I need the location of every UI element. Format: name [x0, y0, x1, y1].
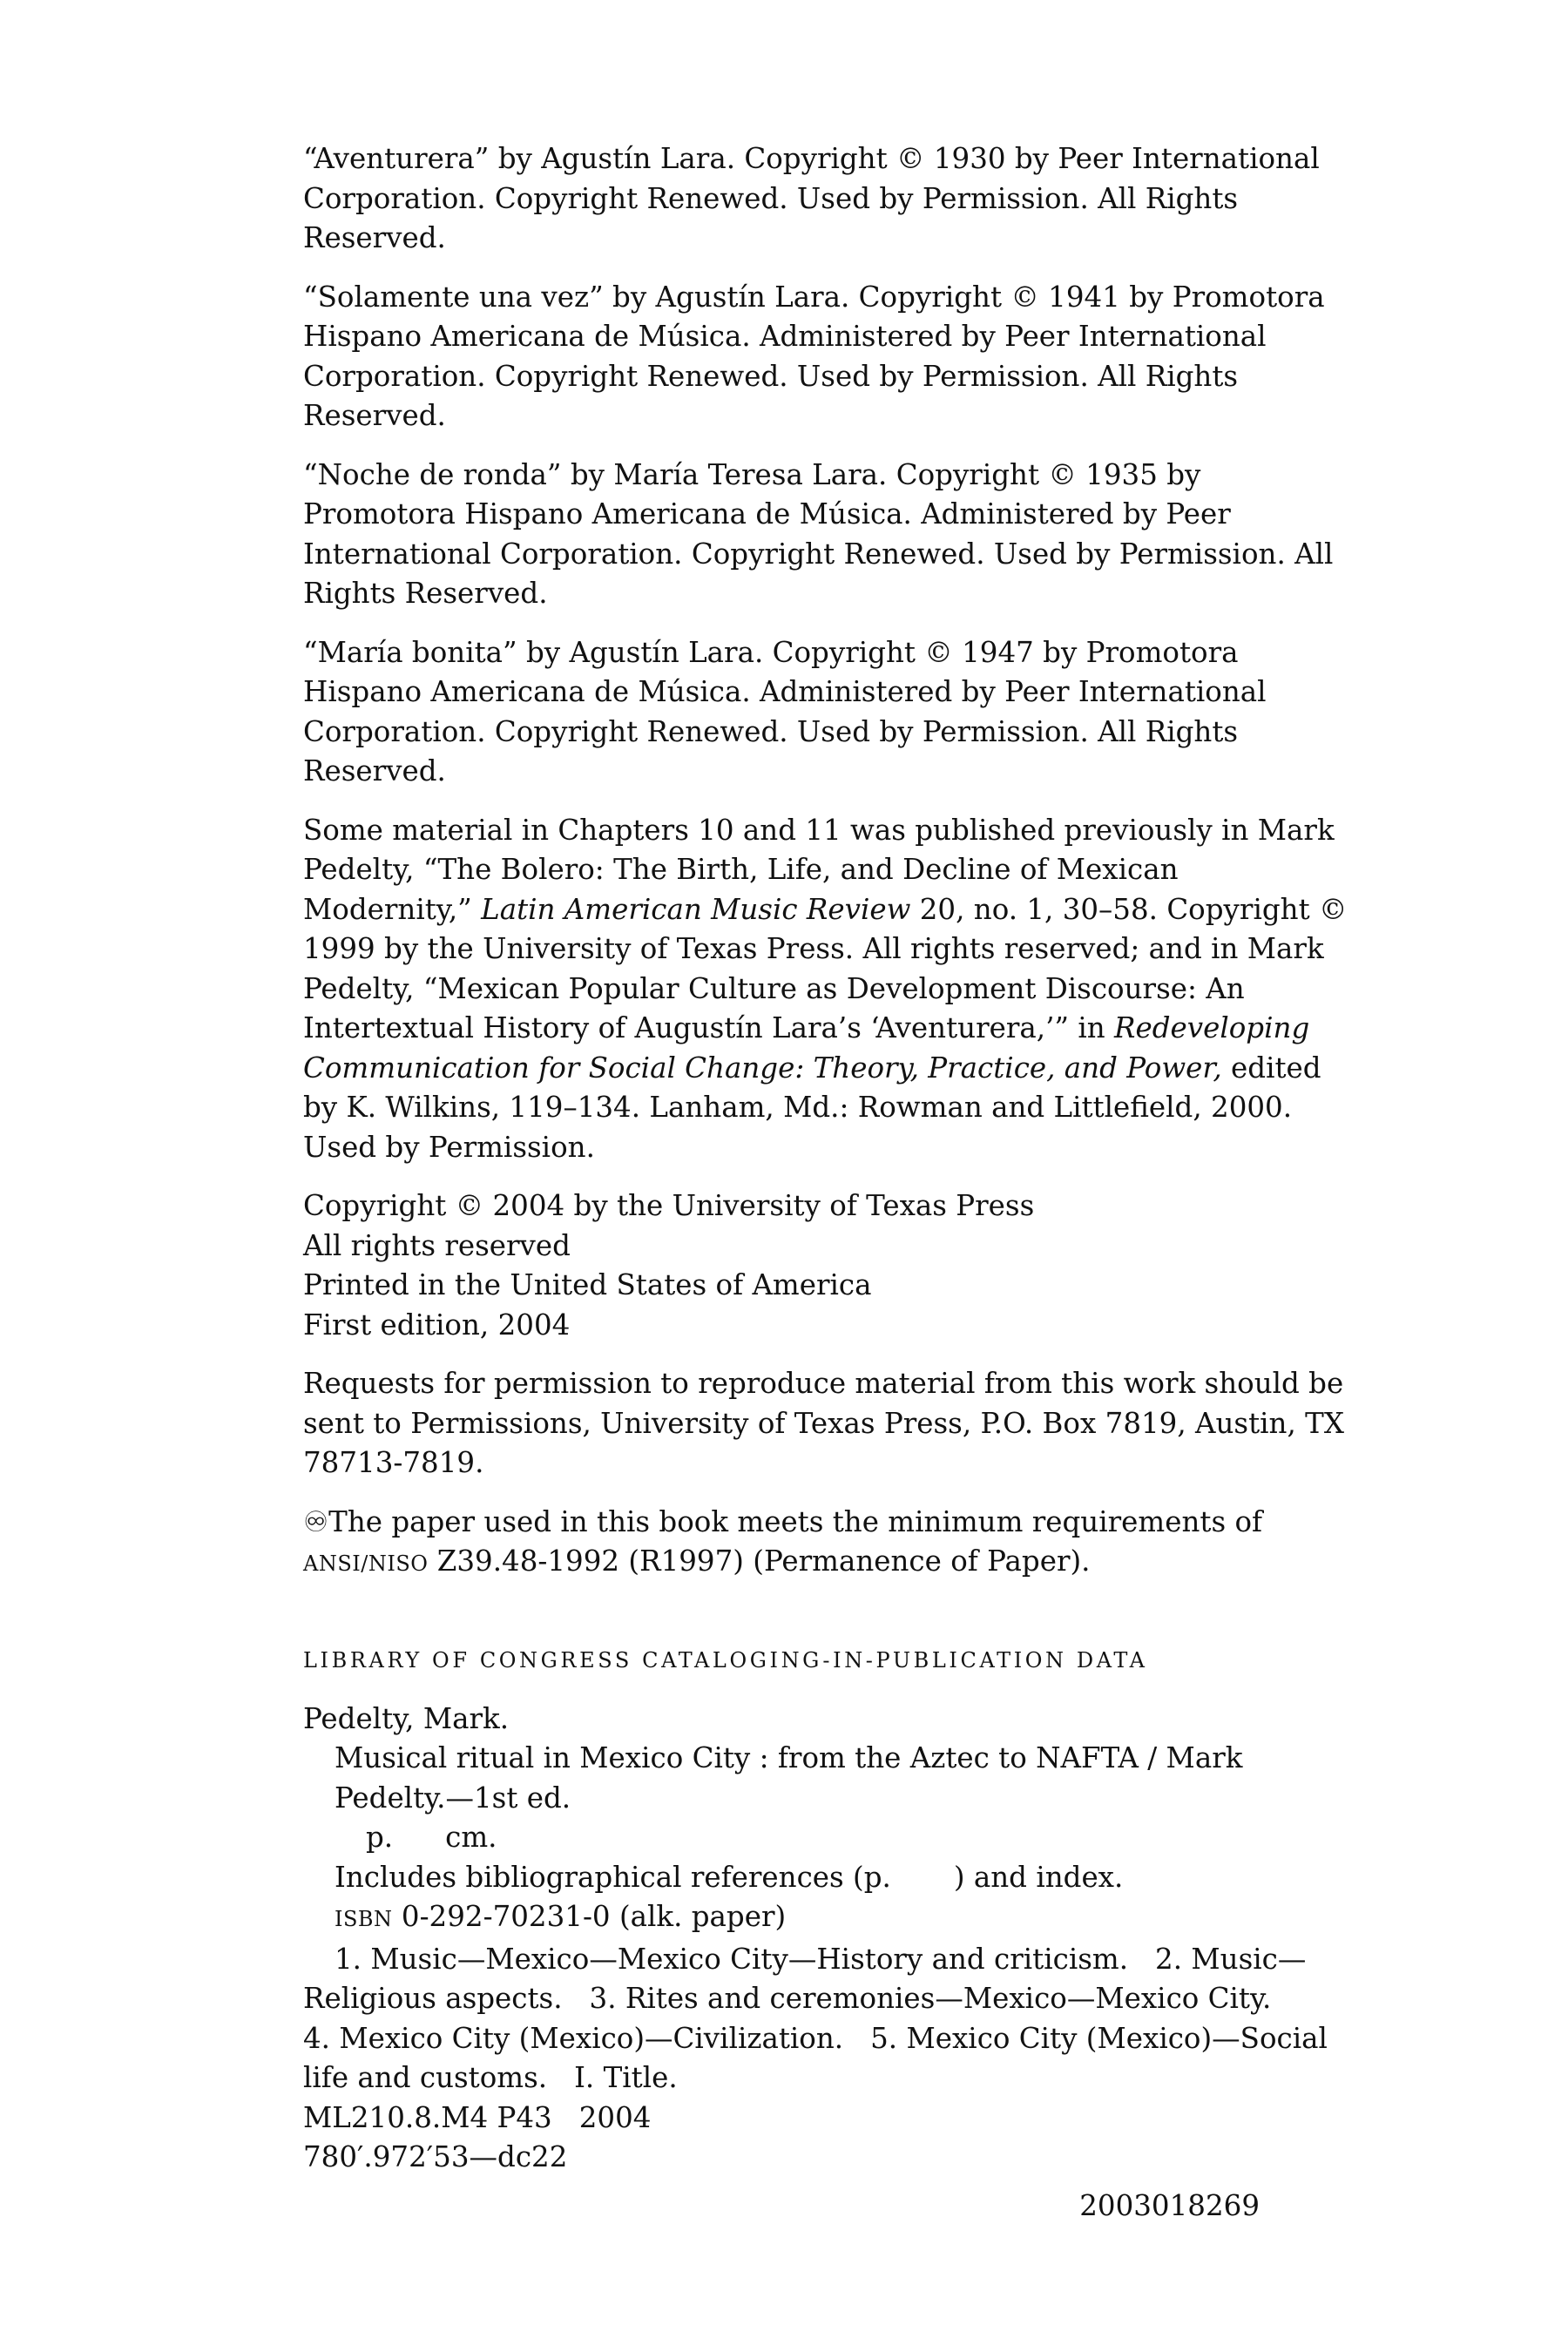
- permission-solamente-una-vez: “Solamente una vez” by Agustín Lara. Copyright © 1941 by Promotora Hispano Americana de Música. Administered by Peer International Corporation. Copyright Renewed. Used by Permission. All Rights Reserved.: [303, 280, 1325, 432]
- isbn-label: ISBN: [335, 1907, 393, 1931]
- cip-title: Musical ritual in Mexico City : from the Aztec to NAFTA / Mark Pedelty.—1st ed.: [335, 1741, 1243, 1815]
- cip-lc-class: ML210.8.M4 P43 2004: [303, 2100, 652, 2134]
- permission-maria-bonita: “María bonita” by Agustín Lara. Copyright © 1947 by Promotora Hispano Americana de Música. Administered by Peer International Corporation. Copyright Renewed. Used by Permission. All Rights Reserved.: [303, 635, 1267, 787]
- rights-line: All rights reserved: [303, 1228, 571, 1262]
- book-title: Redeveloping Communication for Social Change: Theory, Practice, and Power,: [303, 1011, 1310, 1085]
- cip-data: [303, 1700, 1348, 2227]
- cip-lccn: 2003018269: [1079, 2188, 1260, 2222]
- cip-subjects-3: 4. Mexico City (Mexico)—Civilization. 5. Mexico City (Mexico)—Social: [303, 2021, 1328, 2055]
- cip-isbn: [303, 1897, 1348, 1940]
- prior-publication-note: [303, 811, 1348, 1168]
- copyright-page: [303, 139, 1348, 2226]
- journal-title: Latin American Music Review: [481, 892, 911, 926]
- cip-refs: [303, 1858, 1348, 1898]
- ansi-niso: ANSI/NISO: [303, 1551, 429, 1576]
- permission-aventurera: “Aventurera” by Agustín Lara. Copyright © 1930 by Peer International Corporation. Copyright Renewed. Used by Permission. All Rights Reserved.: [303, 142, 1320, 254]
- isbn-value: 0-292-70231-0 (alk. paper): [392, 1900, 787, 1933]
- printed-line: Printed in the United States of America: [303, 1268, 872, 1301]
- cip-subjects-4: life and customs. I. Title.: [303, 2061, 678, 2094]
- permission-noche-de-ronda: “Noche de ronda” by María Teresa Lara. Copyright © 1935 by Promotora Hispano Americana de Música. Administered by Peer International Corporation. Copyright Renewed. Used by Permission. All Rights Reserved.: [303, 457, 1334, 610]
- paper-notice: [303, 1503, 1348, 1585]
- infinity-paper-icon: ♾: [303, 1504, 329, 1538]
- cip-subjects-1: 1. Music—Mexico—Mexico City—History and criticism. 2. Music—: [335, 1942, 1307, 1976]
- cip-heading: LIBRARY OF CONGRESS CATALOGING-IN-PUBLICATION DATA: [303, 1647, 1148, 1673]
- cip-subjects-2: Religious aspects. 3. Rites and ceremonies—Mexico—Mexico City.: [303, 1982, 1272, 2015]
- copyright-line: Copyright © 2004 by the University of Texas Press: [303, 1189, 1035, 1222]
- cip-author: Pedelty, Mark.: [303, 1701, 510, 1735]
- cip-refs-b: ) and index.: [953, 1860, 1124, 1894]
- paper-notice-text-2: Z39.48-1992 (R1997) (Permanence of Paper).: [428, 1544, 1091, 1578]
- permission-requests: Requests for permission to reproduce material from this work should be sent to Permissions, University of Texas Press, P.O. Box 7819, Austin, TX 78713-7819.: [303, 1367, 1344, 1479]
- cip-pages: p.: [366, 1821, 394, 1854]
- copyright-notice: [303, 1186, 1348, 1345]
- cip-refs-a: Includes bibliographical references (p.: [335, 1860, 891, 1894]
- cip-cm: cm.: [445, 1821, 497, 1854]
- edition-line: First edition, 2004: [303, 1308, 571, 1342]
- prior-publication-text-3: edited by K. Wilkins, 119–134. Lanham, Md.: Rowman and Littlefield, 2000. Used by Permission.: [303, 1051, 1321, 1164]
- prior-publication-text-1: Some material in Chapters 10 and 11 was published previously in Mark Pedelty, “The Bolero: The Birth, Life, and Decline of Mexican Modernity,”: [303, 813, 1335, 926]
- prior-publication-text-2: 20, no. 1, 30–58. Copyright © 1999 by the University of Texas Press. All rights reserved; and in Mark Pedelty, “Mexican Popular Culture as Development Discourse: An Intertextual History of Augustín Lara’s ‘Aventurera,’” in: [303, 892, 1348, 1044]
- paper-notice-text: The paper used in this book meets the minimum requirements of: [328, 1504, 1263, 1538]
- cip-dewey: 780′.972′53—dc22: [303, 2140, 568, 2173]
- cip-physical: [303, 1818, 1348, 1858]
